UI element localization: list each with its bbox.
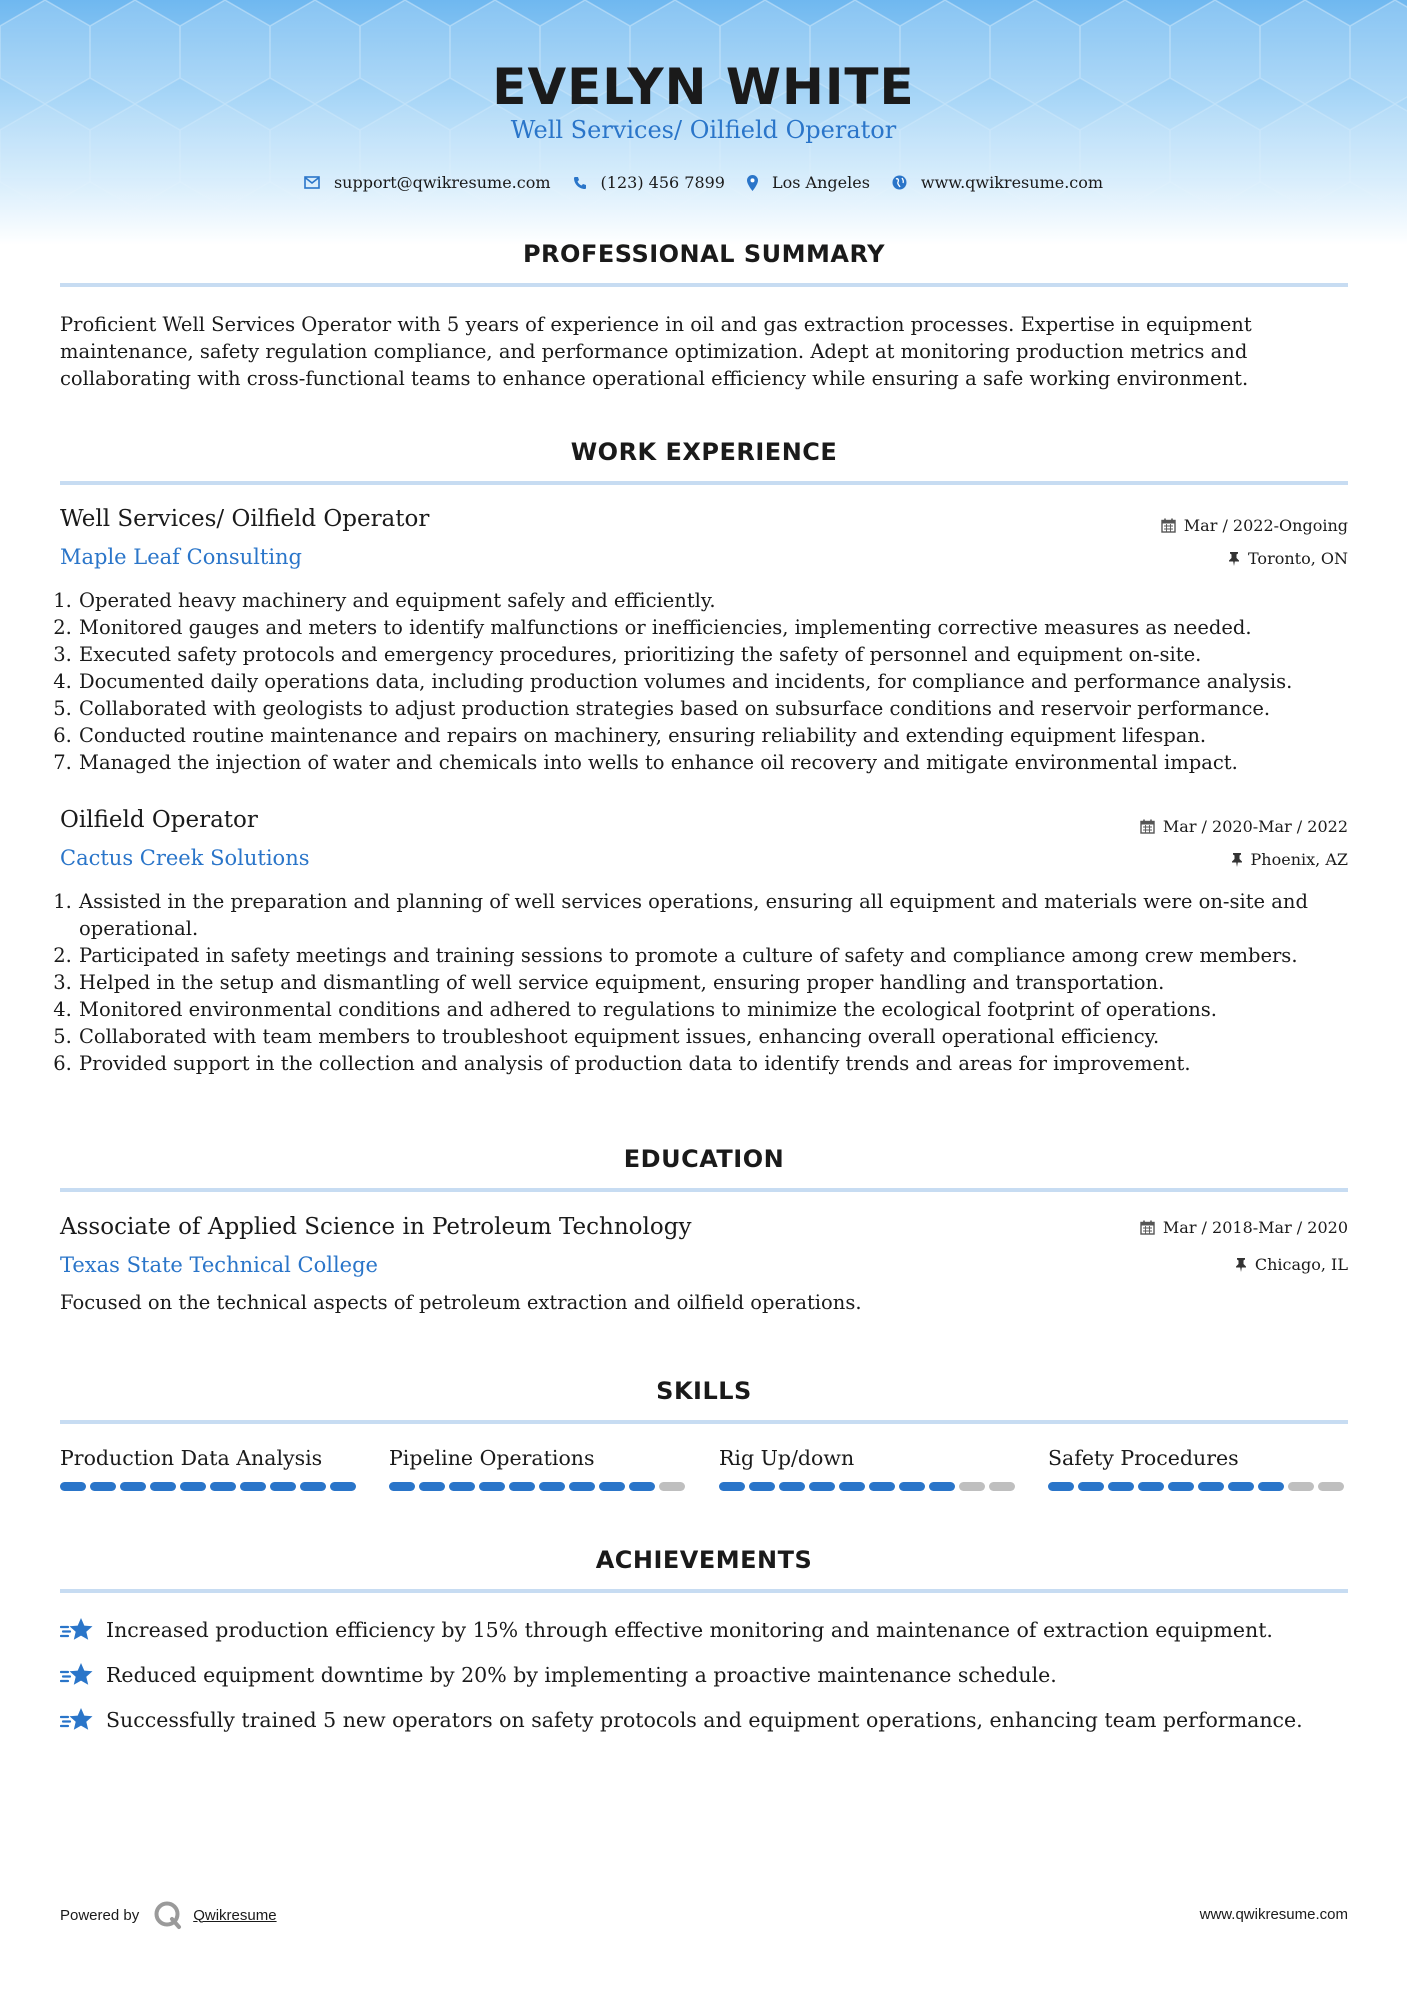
- skill-name: Pipeline Operations: [389, 1446, 595, 1470]
- skill-segment-filled: [1228, 1482, 1254, 1491]
- list-item: 2. Monitored gauges and meters to identify malfunctions or inefficiencies, implementing corrective measures as needed.: [78, 614, 1368, 641]
- skill-item: [1048, 1446, 1348, 1491]
- skill-segment-filled: [479, 1482, 505, 1491]
- achievement-item: [60, 1661, 1057, 1689]
- job-dates-text: Mar / 2020-Mar / 2022: [1162, 817, 1348, 836]
- job-dates: [1161, 516, 1348, 535]
- skill-segment-filled: [839, 1482, 865, 1491]
- star-icon: [60, 1706, 94, 1734]
- job-location: [1228, 549, 1348, 568]
- list-item: 4. Documented daily operations data, including production volumes and incidents, for compliance and performance analysis.: [78, 668, 1368, 695]
- skill-name: Rig Up/down: [719, 1446, 855, 1470]
- job-title: Well Services/ Oilfield Operator: [60, 506, 430, 532]
- job-location-text: Phoenix, AZ: [1250, 850, 1348, 869]
- list-item: 1. Operated heavy machinery and equipment safely and efficiently.: [78, 587, 1368, 614]
- list-item: 7. Managed the injection of water and chemicals into wells to enhance oil recovery and mitigate environmental impact.: [78, 749, 1368, 776]
- skill-segment-filled: [629, 1482, 655, 1491]
- calendar-icon: [1161, 518, 1176, 533]
- pushpin-icon: [1231, 853, 1243, 867]
- education-description: Focused on the technical aspects of petroleum extraction and oilfield operations.: [60, 1291, 862, 1314]
- summary-heading: PROFESSIONAL SUMMARY: [522, 240, 886, 268]
- summary-divider: [60, 283, 1348, 287]
- education-heading: EDUCATION: [623, 1145, 785, 1173]
- list-item: 6. Provided support in the collection and analysis of production data to identify trends and areas for improvement.: [78, 1050, 1368, 1077]
- skill-segment-empty: [659, 1482, 685, 1491]
- skill-segment-filled: [569, 1482, 595, 1491]
- skill-segment-filled: [779, 1482, 805, 1491]
- achievement-text: Successfully trained 5 new operators on safety protocols and equipment operations, enhancing team performance.: [106, 1708, 1303, 1732]
- contact-location-text: Los Angeles: [771, 173, 870, 192]
- contact-location: [747, 173, 870, 192]
- footer-powered-by: [60, 1900, 277, 1930]
- skill-segment-filled: [300, 1482, 326, 1491]
- skill-segment-filled: [419, 1482, 445, 1491]
- qwikresume-logo-icon: [153, 1900, 183, 1930]
- skill-segment-filled: [869, 1482, 895, 1491]
- calendar-icon: [1140, 1220, 1155, 1235]
- skill-segment-filled: [1108, 1482, 1134, 1491]
- skill-segment-filled: [120, 1482, 146, 1491]
- list-item: 4. Monitored environmental conditions and adhered to regulations to minimize the ecological footprint of operations.: [78, 996, 1368, 1023]
- skill-segment-empty: [1288, 1482, 1314, 1491]
- skill-segment-filled: [330, 1482, 356, 1491]
- phone-icon: [573, 176, 587, 190]
- experience-divider: [60, 481, 1348, 485]
- skill-segment-filled: [90, 1482, 116, 1491]
- contact-bar: [0, 173, 1407, 192]
- skill-segment-filled: [180, 1482, 206, 1491]
- pushpin-icon: [1228, 552, 1240, 566]
- education-location-text: Chicago, IL: [1254, 1255, 1348, 1274]
- education-dates: [1140, 1218, 1348, 1237]
- experience-heading: WORK EXPERIENCE: [570, 438, 838, 466]
- skill-item: [60, 1446, 360, 1491]
- list-item: 3. Helped in the setup and dismantling of well service equipment, ensuring proper handling and transportation.: [78, 969, 1368, 996]
- summary-text: Proficient Well Services Operator with 5 years of experience in oil and gas extraction processes. Expertise in equipment maintenance, safety regulation compliance, and performance optimization. Adept at monitoring production metrics and collaborating with cross-functional teams to enhance operational efficiency while ensuring a safe working environment.: [60, 313, 1252, 390]
- skills-heading: SKILLS: [656, 1377, 752, 1405]
- company-name: Maple Leaf Consulting: [60, 545, 303, 569]
- envelope-icon: [304, 176, 320, 189]
- skill-level-bar: [389, 1482, 689, 1491]
- skill-segment-filled: [210, 1482, 236, 1491]
- achievement-text: Increased production efficiency by 15% through effective monitoring and maintenance of extraction equipment.: [106, 1618, 1273, 1642]
- job-dates: [1140, 817, 1348, 836]
- list-item: 2. Participated in safety meetings and training sessions to promote a culture of safety and compliance among crew members.: [78, 942, 1368, 969]
- achievement-item: [60, 1706, 1303, 1734]
- skill-name: Production Data Analysis: [60, 1446, 323, 1470]
- achievements-heading: ACHIEVEMENTS: [595, 1546, 813, 1574]
- calendar-icon: [1140, 819, 1155, 834]
- globe-icon: [892, 175, 907, 190]
- skill-segment-filled: [240, 1482, 266, 1491]
- contact-phone[interactable]: [573, 173, 725, 192]
- list-item: 3. Executed safety protocols and emergency procedures, prioritizing the safety of personnel and equipment on-site.: [78, 641, 1368, 668]
- powered-by-label: Powered by: [60, 1906, 140, 1924]
- contact-email[interactable]: [304, 173, 551, 192]
- education-location: [1235, 1255, 1348, 1274]
- job-location-text: Toronto, ON: [1248, 549, 1348, 568]
- candidate-role: Well Services/ Oilfield Operator: [510, 116, 897, 144]
- skill-segment-filled: [150, 1482, 176, 1491]
- skill-segment-filled: [60, 1482, 86, 1491]
- skill-segment-filled: [1078, 1482, 1104, 1491]
- job-bullets: [60, 587, 1368, 776]
- footer-url[interactable]: www.qwikresume.com: [1199, 1906, 1348, 1923]
- skill-segment-filled: [929, 1482, 955, 1491]
- map-marker-icon: [747, 175, 758, 191]
- education-dates-text: Mar / 2018-Mar / 2020: [1162, 1218, 1348, 1237]
- skill-segment-filled: [899, 1482, 925, 1491]
- list-item: 5. Collaborated with geologists to adjust production strategies based on subsurface conditions and reservoir performance.: [78, 695, 1368, 722]
- company-name: Cactus Creek Solutions: [60, 846, 310, 870]
- skill-segment-filled: [1048, 1482, 1074, 1491]
- skill-segment-filled: [509, 1482, 535, 1491]
- school-name: Texas State Technical College: [60, 1253, 378, 1277]
- skill-segment-filled: [1168, 1482, 1194, 1491]
- achievement-item: [60, 1616, 1273, 1644]
- skill-level-bar: [60, 1482, 360, 1491]
- achievements-divider: [60, 1589, 1348, 1593]
- skill-segment-filled: [749, 1482, 775, 1491]
- education-divider: [60, 1188, 1348, 1192]
- skill-segment-filled: [719, 1482, 745, 1491]
- skills-divider: [60, 1420, 1348, 1424]
- job-location: [1231, 850, 1348, 869]
- job-title: Oilfield Operator: [60, 807, 258, 833]
- star-icon: [60, 1661, 94, 1689]
- skill-segment-filled: [599, 1482, 625, 1491]
- skill-segment-filled: [1198, 1482, 1224, 1491]
- candidate-name: EVELYN WHITE: [492, 58, 915, 116]
- achievement-text: Reduced equipment downtime by 20% by implementing a proactive maintenance schedule.: [106, 1663, 1057, 1687]
- skill-segment-filled: [539, 1482, 565, 1491]
- star-icon: [60, 1616, 94, 1644]
- skill-item: [719, 1446, 1019, 1491]
- pushpin-icon: [1235, 1258, 1247, 1272]
- list-item: 5. Collaborated with team members to troubleshoot equipment issues, enhancing overall operational efficiency.: [78, 1023, 1368, 1050]
- list-item: 1. Assisted in the preparation and planning of well services operations, ensuring all equipment and materials were on-site and operational.: [78, 888, 1368, 942]
- skill-segment-empty: [989, 1482, 1015, 1491]
- job-dates-text: Mar / 2022-Ongoing: [1183, 516, 1348, 535]
- skill-segment-empty: [959, 1482, 985, 1491]
- list-item: 6. Conducted routine maintenance and repairs on machinery, ensuring reliability and extending equipment lifespan.: [78, 722, 1368, 749]
- skill-name: Safety Procedures: [1048, 1446, 1239, 1470]
- skill-segment-empty: [1318, 1482, 1344, 1491]
- skill-segment-filled: [270, 1482, 296, 1491]
- skill-level-bar: [1048, 1482, 1348, 1491]
- brand-link[interactable]: Qwikresume: [193, 1906, 277, 1924]
- contact-email-text: support@qwikresume.com: [333, 173, 551, 192]
- skill-segment-filled: [389, 1482, 415, 1491]
- skill-level-bar: [719, 1482, 1019, 1491]
- contact-phone-text: (123) 456 7899: [600, 173, 725, 192]
- job-bullets: [60, 888, 1368, 1077]
- contact-website[interactable]: [892, 173, 1103, 192]
- skill-segment-filled: [809, 1482, 835, 1491]
- skill-segment-filled: [1138, 1482, 1164, 1491]
- skill-item: [389, 1446, 689, 1491]
- contact-website-text: www.qwikresume.com: [920, 173, 1104, 192]
- skill-segment-filled: [1258, 1482, 1284, 1491]
- skill-segment-filled: [449, 1482, 475, 1491]
- degree-title: Associate of Applied Science in Petroleum Technology: [60, 1214, 692, 1240]
